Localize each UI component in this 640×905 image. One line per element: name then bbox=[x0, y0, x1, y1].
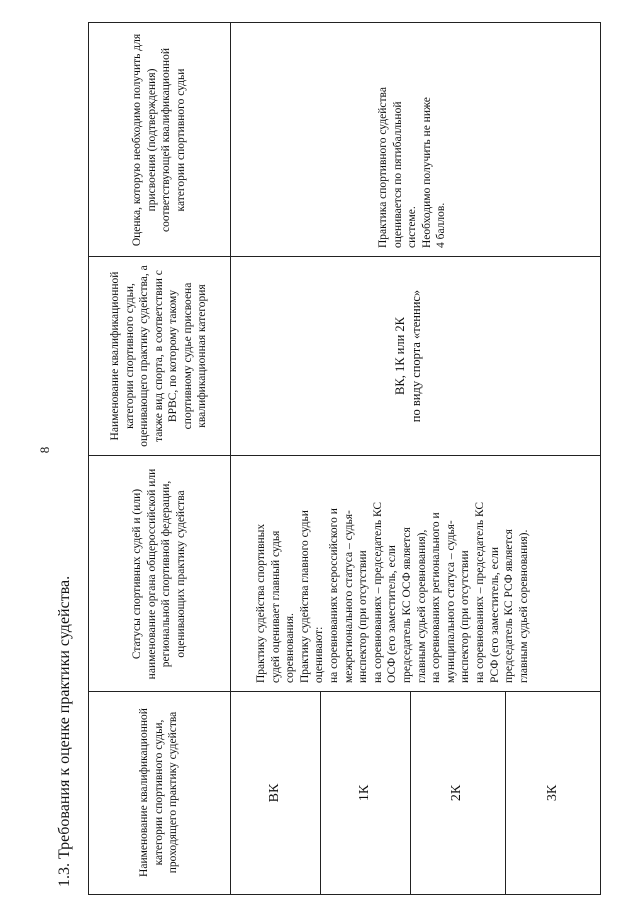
status-line: Практику судейства спортивных bbox=[255, 523, 267, 683]
status-line: муниципального статуса – судья- bbox=[444, 520, 457, 683]
table-border-top bbox=[88, 22, 89, 895]
header-divider bbox=[230, 22, 231, 895]
page-number: 8 bbox=[37, 446, 52, 454]
status-line: председатель КС РСФ является bbox=[503, 529, 516, 683]
score-line: Практика спортивного судейства bbox=[377, 87, 389, 248]
row-divider bbox=[320, 691, 321, 895]
header-category: Наименование квалификационной категории спортивного судьи, проходящего практику судейства bbox=[138, 708, 180, 877]
status-line: на соревнованиях – председатель КС bbox=[371, 501, 384, 683]
status-line: инспектор (при отсутствии bbox=[357, 550, 370, 683]
status-line: Практику судейства главного судьи bbox=[298, 510, 311, 683]
status-line: главным судьей соревнования), bbox=[415, 529, 428, 683]
header-evaluator: Наименование квалификационной категории спортивного судьи, оценивающего практику судейства, а также вид спорта, в соответствии с ВРВС, по которому такому спортивному судье присвоена квалификационная категория bbox=[109, 265, 209, 447]
status-line: главным судьей соревнования). bbox=[517, 529, 530, 683]
score-line: Необходимо получить не ниже bbox=[420, 97, 433, 248]
status-text bbox=[254, 459, 531, 683]
column-divider bbox=[88, 691, 601, 692]
table-border-left bbox=[88, 894, 601, 895]
status-line: на соревнованиях всероссийского и bbox=[327, 508, 340, 683]
table-border-bottom bbox=[600, 22, 601, 895]
status-line: на соревнованиях регионального и bbox=[430, 512, 443, 683]
evaluator-line: ВК, 1К или 2К bbox=[393, 317, 407, 395]
status-line: на соревнованиях – председатель КС bbox=[473, 501, 486, 683]
section-title: 1.3. Требования к оценке практики судейства. bbox=[56, 575, 73, 887]
score-line: системе. bbox=[406, 206, 419, 248]
table-border-right bbox=[88, 22, 601, 23]
header-score: Оценка, которую необходимо получить для присвоения (подтверждения) соответствующей квалификационной категории спортивного судьи bbox=[131, 33, 187, 247]
row-divider bbox=[505, 691, 506, 895]
header-status: Статусы спортивных судей и (или) наименование органа общероссийской или региональной спортивной федерации, оценивающих практику судейства bbox=[131, 468, 187, 680]
evaluator-line: по виду спорта «теннис» bbox=[409, 289, 423, 423]
evaluator-text bbox=[392, 259, 424, 453]
row-divider bbox=[410, 691, 411, 895]
status-line: РСФ (его заместитель, если bbox=[488, 546, 501, 683]
score-text bbox=[376, 28, 449, 248]
column-divider bbox=[88, 455, 601, 456]
category-2k: 2К bbox=[449, 784, 464, 802]
score-line: 4 баллов. bbox=[435, 202, 448, 248]
status-line: судей оценивает главный судья bbox=[269, 530, 282, 683]
status-line: межрегионального статуса – судья- bbox=[342, 510, 355, 683]
status-line: оценивают: bbox=[313, 626, 326, 683]
status-line: инспектор (при отсутствии bbox=[459, 550, 472, 683]
category-3k: 3К bbox=[545, 784, 560, 802]
status-line: соревнования. bbox=[284, 613, 297, 683]
category-vk: ВК bbox=[267, 783, 282, 803]
category-1k: 1К bbox=[357, 784, 372, 802]
status-line: председатель КС ОСФ является bbox=[400, 527, 413, 683]
score-line: оценивается по пятибалльной bbox=[391, 101, 404, 248]
column-divider bbox=[88, 256, 601, 257]
status-line: ОСФ (его заместитель, если bbox=[386, 545, 399, 683]
